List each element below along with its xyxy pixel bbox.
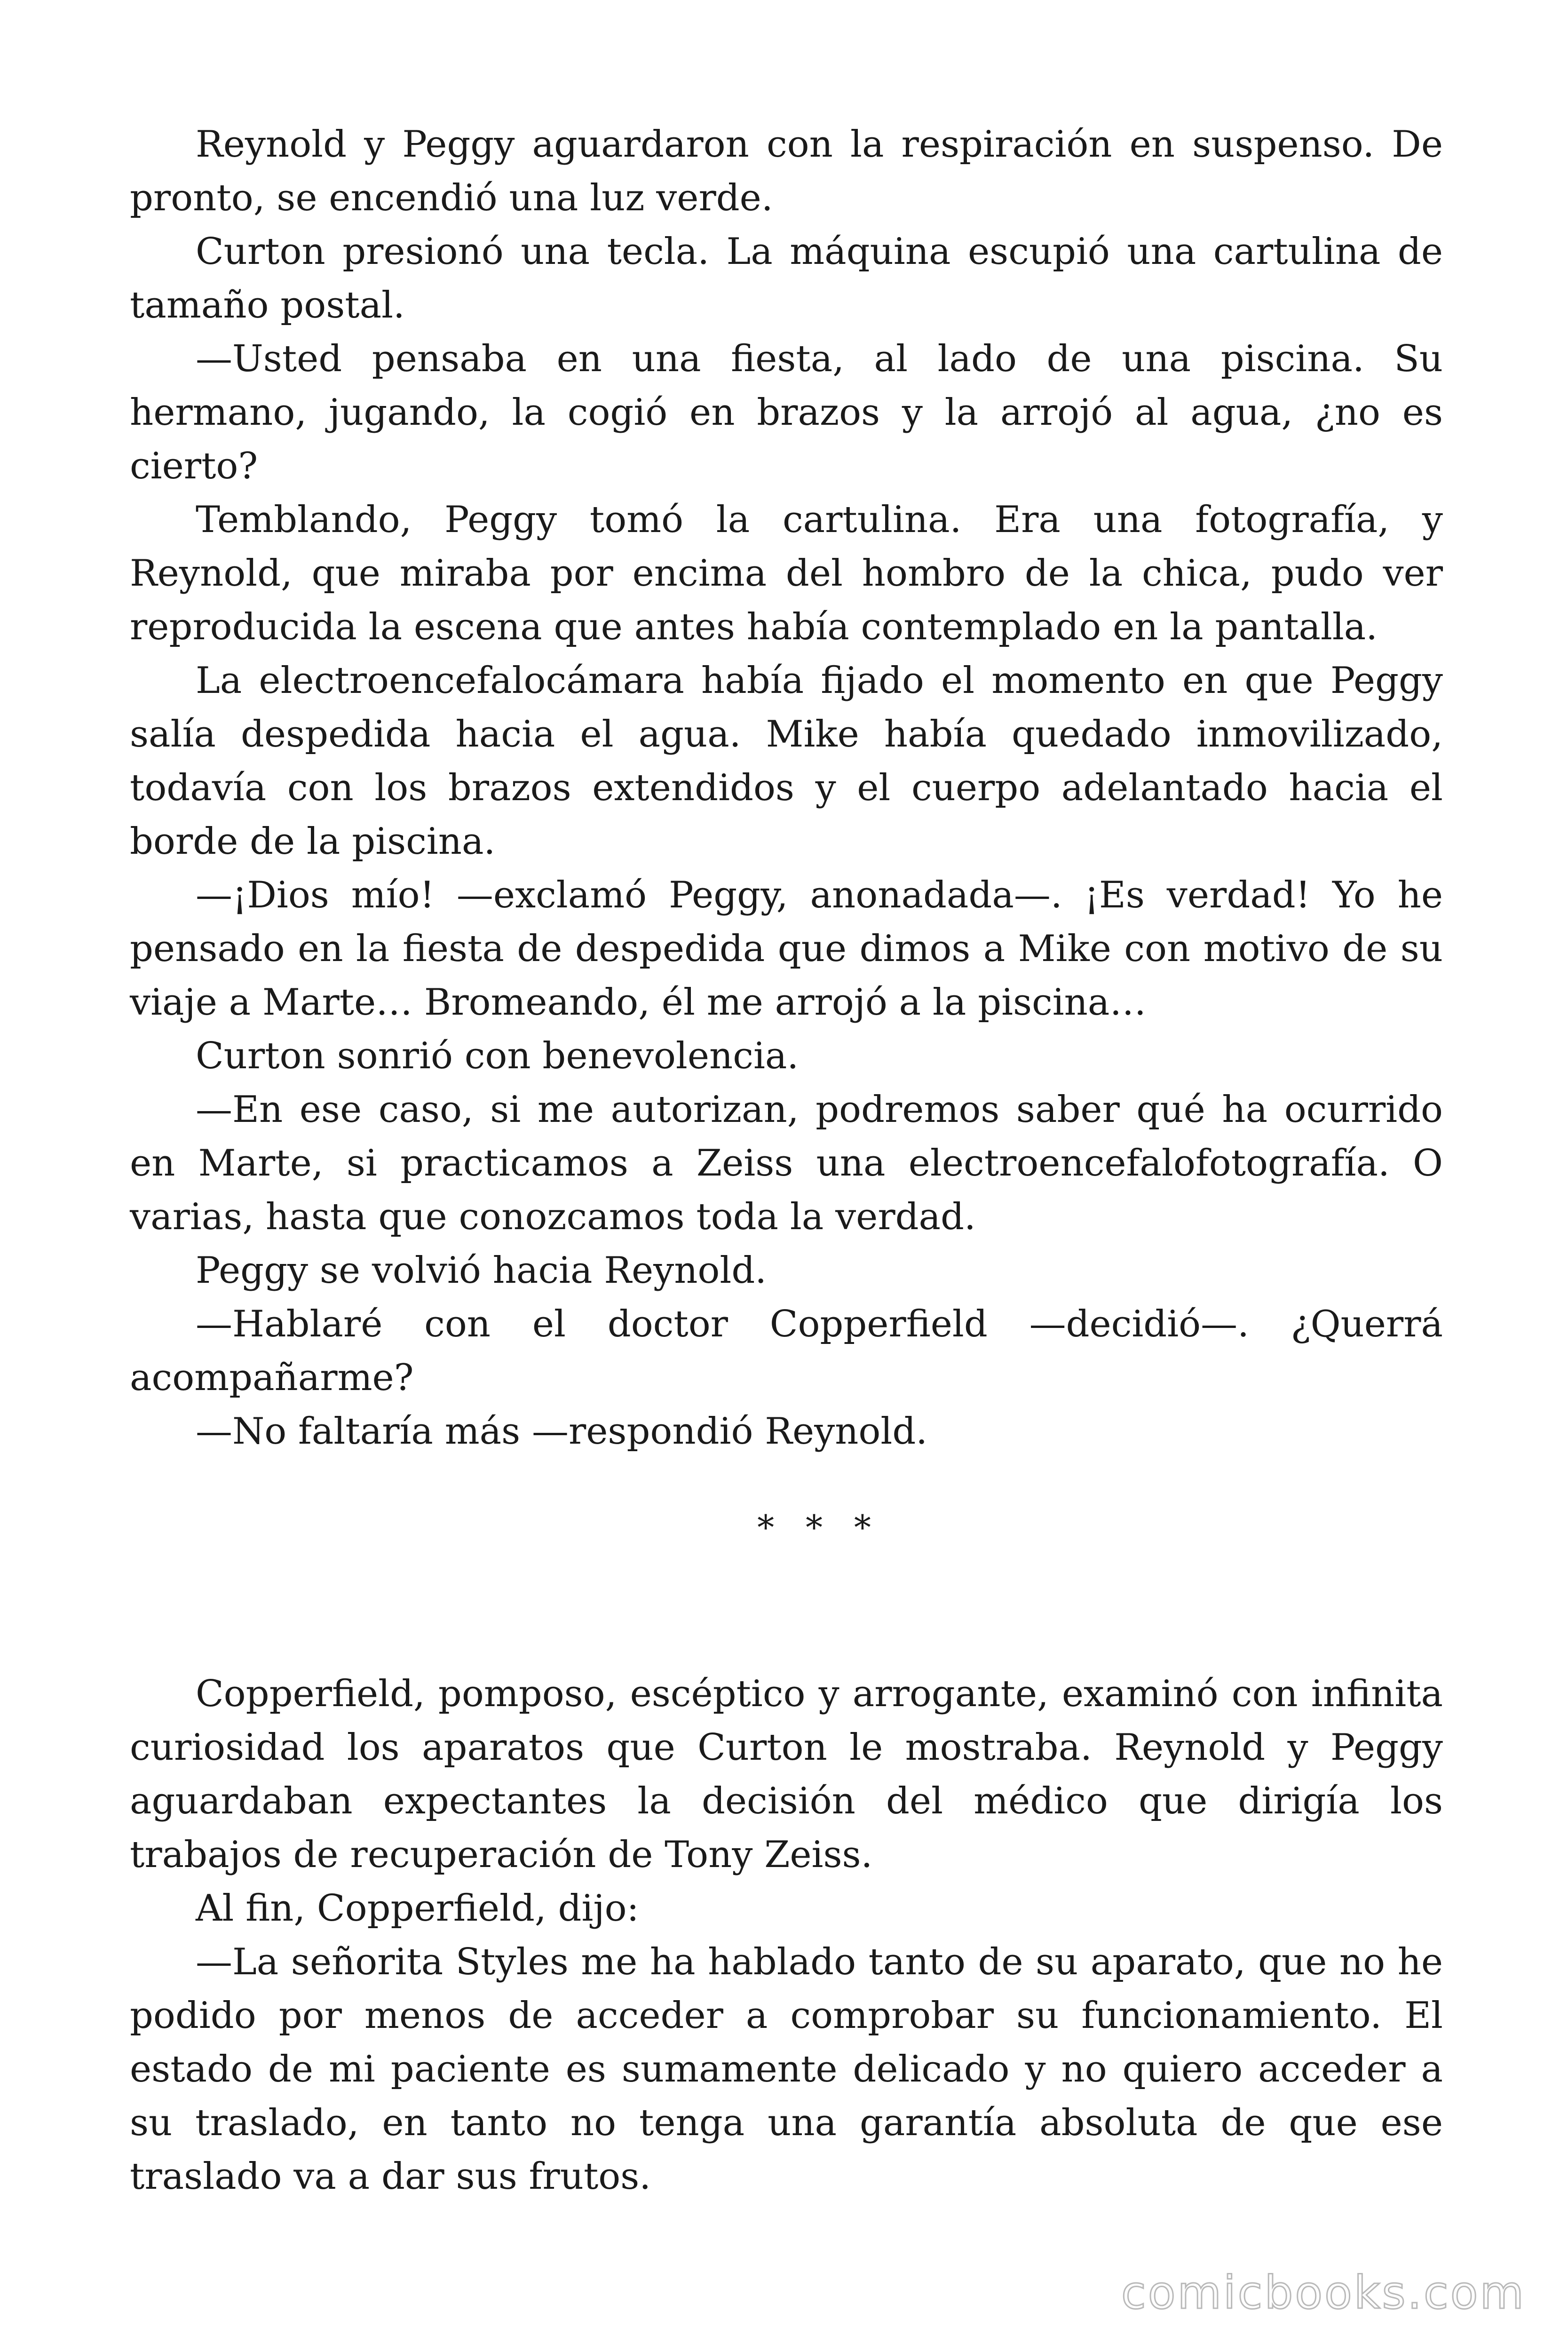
scene-break: * * *: [757, 1508, 881, 1547]
paragraph: Curton sonrió con benevolencia.: [196, 1035, 799, 1077]
paragraph: —No faltaría más —respondió Reynold.: [196, 1410, 928, 1453]
paragraph: —La señorita Styles me ha hablado tanto de su aparato, que no he podido por menos de acceder a comprobar su funcionamiento. El estado de mi paciente es sumamente delicado y no quiero acceder a su traslado, en tanto no tenga una garantía absoluta de que ese traslado va a dar sus frutos.: [130, 1941, 1443, 2198]
paragraph: —En ese caso, si me autorizan, podremos saber qué ha ocurrido en Marte, si practicamos a Zeiss una electroencefalofotografía. O varias, hasta que conozcamos toda la verdad.: [130, 1089, 1443, 1238]
paragraph: —Usted pensaba en una fiesta, al lado de una piscina. Su hermano, jugando, la cogió en brazos y la arrojó al agua, ¿no es cierto?: [130, 338, 1443, 487]
paragraph: Temblando, Peggy tomó la cartulina. Era una fotografía, y Reynold, que miraba por encima del hombro de la chica, pudo ver reproducida la escena que antes había contemplado en la pantalla.: [130, 499, 1443, 648]
paragraph: Al fin, Copperfield, dijo:: [196, 1887, 639, 1930]
page-body: [130, 118, 1443, 2203]
paragraph: Reynold y Peggy aguardaron con la respiración en suspenso. De pronto, se encendió una luz verde.: [130, 123, 1443, 219]
paragraph: —Hablaré con el doctor Copperfield —decidió—. ¿Querrá acompañarme?: [130, 1303, 1443, 1399]
paragraph: Peggy se volvió hacia Reynold.: [196, 1249, 767, 1292]
paragraph: Curton presionó una tecla. La máquina escupió una cartulina de tamaño postal.: [130, 230, 1443, 326]
paragraph: Copperfield, pomposo, escéptico y arrogante, examinó con infinita curiosidad los aparatos que Curton le mostraba. Reynold y Peggy aguardaban expectantes la decisión del médico que dirigía los trabajos de recuperación de Tony Zeiss.: [130, 1673, 1443, 1876]
watermark: comicbooks.com: [1121, 2266, 1526, 2319]
paragraph: —¡Dios mío! —exclamó Peggy, anonadada—. ¡Es verdad! Yo he pensado en la fiesta de despedida que dimos a Mike con motivo de su viaje a Marte… Bromeando, él me arrojó a la piscina…: [130, 874, 1443, 1024]
paragraph: La electroencefalocámara había fijado el momento en que Peggy salía despedida hacia el agua. Mike había quedado inmovilizado, todavía con los brazos extendidos y el cuerpo adelantado hacia el borde de la piscina.: [130, 660, 1443, 863]
